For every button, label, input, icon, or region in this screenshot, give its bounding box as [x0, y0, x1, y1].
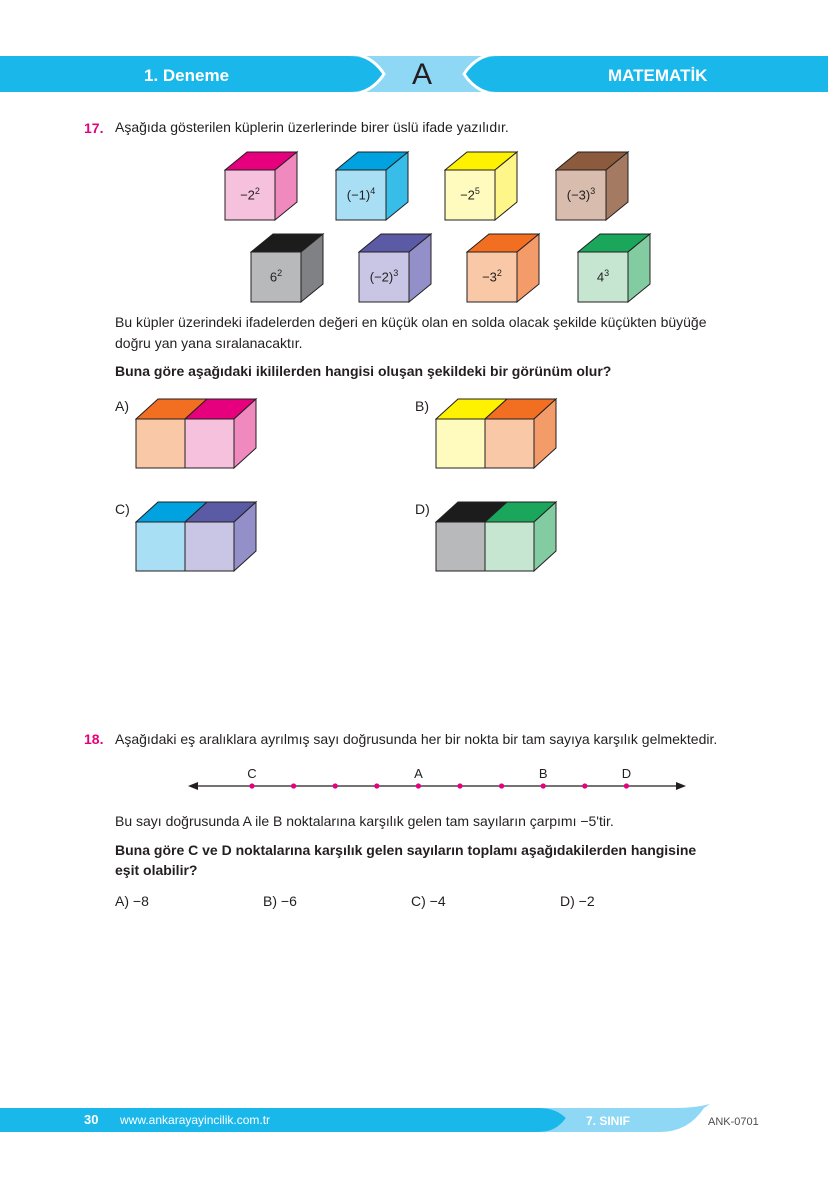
cube-expression-base: −3: [482, 269, 497, 285]
booklet-letter: A: [412, 58, 433, 91]
cube-expression: [225, 186, 275, 202]
cube-expression: [467, 268, 517, 284]
number-line-point-label: C: [247, 766, 257, 781]
answer-choice-letter: A): [115, 893, 133, 909]
answer-choice[interactable]: [263, 893, 297, 909]
option-label[interactable]: B): [415, 398, 429, 414]
number-line-point: [249, 783, 254, 788]
answer-choice[interactable]: [560, 893, 595, 909]
answer-choice[interactable]: [115, 893, 149, 909]
cube-expression-exponent: 2: [254, 186, 260, 196]
answer-choice-value: −8: [132, 893, 149, 909]
cube-expression-base: −2: [460, 187, 475, 203]
header-subject: MATEMATİK: [608, 66, 708, 85]
question-17-text-line1: Bu küpler üzerindeki ifadelerden değeri en küçük olan en solda olacak şekilde küçükten büyüğe: [115, 314, 707, 330]
cube-expression: [359, 268, 409, 284]
number-line-point: [333, 783, 338, 788]
question-17-text-line2: doğru yan yana sıralanacaktır.: [115, 335, 303, 351]
answer-choice-letter: D): [560, 893, 579, 909]
question-18-statement: Bu sayı doğrusunda A ile B noktalarına karşılık gelen tam sayıların çarpımı −5'tir.: [115, 813, 614, 829]
number-line-point: [291, 783, 296, 788]
number-line-left-arrow: [188, 782, 198, 790]
cube-expression-exponent: 3: [393, 268, 399, 278]
cube-expression: [336, 186, 386, 202]
number-line: [180, 760, 700, 800]
footer-url[interactable]: www.ankarayayincilik.com.tr: [120, 1113, 271, 1127]
footer-code: ANK-0701: [708, 1116, 759, 1128]
question-18-prompt-line1: Buna göre C ve D noktalarına karşılık gelen sayıların toplamı aşağıdakilerden hangisine: [115, 842, 697, 858]
question-17-number: 17.: [84, 120, 104, 136]
cube-expression-exponent: 3: [604, 268, 610, 278]
cube-expression-exponent: 3: [590, 186, 596, 196]
number-line-point: [416, 783, 421, 788]
number-line-point: [582, 783, 587, 788]
option-cube-pair[interactable]: [435, 501, 585, 581]
cube-expression-exponent: 2: [277, 268, 283, 278]
number-line-point: [541, 783, 546, 788]
answer-choice-letter: B): [263, 893, 281, 909]
cube-expression-base: (−3): [566, 187, 591, 203]
cube-expression-base: 4: [596, 269, 605, 285]
cube-expression: [445, 186, 495, 202]
question-17-prompt: Buna göre aşağıdaki ikililerden hangisi oluşan şekildeki bir görünüm olur?: [115, 363, 612, 379]
number-line-point: [374, 783, 379, 788]
number-line-point: [624, 783, 629, 788]
number-line-point-label: D: [621, 766, 632, 781]
cube-expression-exponent: 4: [370, 186, 376, 196]
cube-expression: [251, 268, 301, 284]
cube-expression-exponent: 2: [496, 268, 502, 278]
answer-choice[interactable]: [411, 893, 446, 909]
answer-choice-value: −4: [429, 893, 446, 909]
number-line-point: [457, 783, 462, 788]
answer-choice-value: −2: [578, 893, 595, 909]
answer-choice-value: −6: [280, 893, 297, 909]
header-section-label: 1. Deneme: [144, 66, 230, 85]
option-label[interactable]: A): [115, 398, 129, 414]
number-line-right-arrow: [676, 782, 686, 790]
question-17-intro: Aşağıda gösterilen küplerin üzerlerinde birer üslü ifade yazılıdır.: [115, 119, 509, 135]
question-18-intro: Aşağıdaki eş aralıklara ayrılmış sayı doğrusunda her bir nokta bir tam sayıya karşılık gelmektedir.: [115, 731, 718, 747]
option-cube-pair[interactable]: [135, 501, 285, 581]
number-line-point-label: A: [414, 766, 423, 781]
number-line-point: [499, 783, 504, 788]
option-cube-pair[interactable]: [135, 398, 285, 478]
question-18-number: 18.: [84, 731, 104, 747]
number-line-point-label: B: [538, 766, 548, 781]
answer-choice-letter: C): [411, 893, 430, 909]
cube-expression-base: (−2): [369, 269, 394, 285]
question-18-prompt-line2: eşit olabilir?: [115, 862, 198, 878]
cube-expression: [556, 186, 606, 202]
cube-expression-base: −2: [240, 187, 255, 203]
option-cube-pair[interactable]: [435, 398, 585, 478]
cube-expression: [578, 268, 628, 284]
footer-grade: 7. SINIF: [586, 1114, 631, 1128]
cube-expression-base: 6: [269, 269, 278, 285]
cube-expression-exponent: 5: [474, 186, 480, 196]
option-label[interactable]: C): [115, 501, 130, 517]
option-label[interactable]: D): [415, 501, 430, 517]
footer-page-number: 30: [84, 1112, 99, 1127]
cube-expression-base: (−1): [346, 187, 371, 203]
